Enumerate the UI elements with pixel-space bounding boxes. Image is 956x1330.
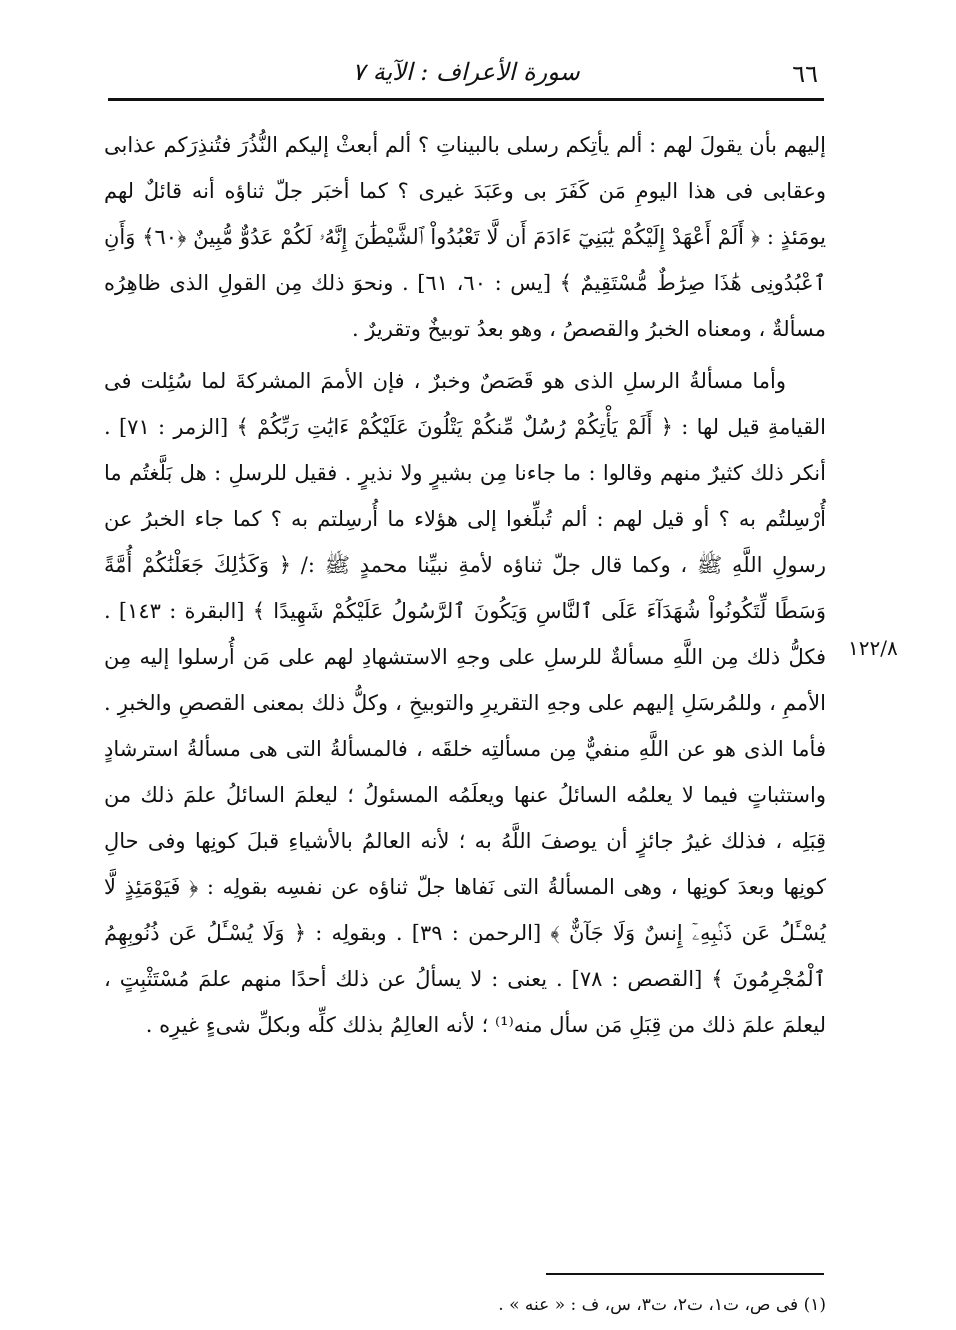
header-rule xyxy=(108,98,824,101)
running-title: سورة الأعراف : الآية ٧ xyxy=(352,58,580,86)
paragraph-1: إليهم بأن يقولَ لهم : ألم يأتِكم رسلى بالبيناتِ ؟ ألم أبعثْ إليكم النُّذُرَ فتُنذِرَكم عذابى وعقابى فى هذا اليومِ مَن كَفَرَ بى وعَبَدَ غيرى ؟ كما أخبَر جلّ ثناؤه أنه قائلٌ لهم يومَئذٍ : ﴿ أَلَمْ أَعْهَدْ إِلَيْكُمْ يَٰبَنِيٓ ءَادَمَ أَن لَّا تَعْبُدُواْ ٱلشَّيْطَٰنَ إِنَّهُۥ لَكُمْ عَدُوٌّ مُّبِينٌ ﴿٦٠﴾ وَأَنِ ٱعْبُدُونِى هَٰذَا صِرَٰطٌ مُّسْتَقِيمٌ ﴾ [يس : ٦٠، ٦١] . ونحوَ ذلك مِن القولِ الذى ظاهِرُه مسألةٌ ، ومعناه الخبرُ والقصصُ ، وهو بعدُ توبيخٌ وتقريرٌ . xyxy=(104,133,826,341)
footnote-rule xyxy=(546,1273,824,1275)
main-text xyxy=(104,122,826,1048)
paragraph-2: وأما مسألةُ الرسلِ الذى هو قَصَصٌ وخبرٌ ، فإن الأممَ المشركةَ لما سُئِلت فى القيامةِ قيل لها : ﴿ أَلَمْ يَأْتِكُمْ رُسُلٌ مِّنكُمْ يَتْلُونَ عَلَيْكُمْ ءَايَٰتِ رَبِّكُمْ ﴾ [الزمر : ٧١] . أنكر ذلك كثيرٌ منهم وقالوا : ما جاءنا مِن بشيرٍ ولا نذيرٍ . فقيل للرسلِ : هل بَلَّغتُم ما أُرْسِلتُم به ؟ أو قيل لهم : ألم تُبلِّغوا إلى هؤلاء ما أُرسِلتم به ؟ كما جاء الخبرُ عن رسولِ اللَّهِ ﷺ ، وكما قال جلّ ثناؤه لأمةِ نبيِّنا محمدٍ ﷺ :/ ﴿ وَكَذَٰلِكَ جَعَلْنَٰكُمْ أُمَّةً وَسَطًا لِّتَكُونُواْ شُهَدَآءَ عَلَى ٱلنَّاسِ وَيَكُونَ ٱلرَّسُولُ عَلَيْكُمْ شَهِيدًا ﴾ [البقرة : ١٤٣] . فكلُّ ذلك مِن اللَّهِ مسألةٌ للرسلِ على وجهِ الاستشهادِ لهم على مَن أُرسلوا إليه مِن الأممِ ، وللمُرسَلِ إليهم على وجهِ التقريرِ والتوبيخِ ، وكلُّ ذلك بمعنى القصصِ والخبرِ . فأما الذى هو عن اللَّهِ منفيٌّ مِن مسألتِه خلقَه ، فالمسألةُ التى هى مسألةُ استرشادٍ واستثباتٍ فيما لا يعلمُه السائلُ عنها ويعلَمُه المسئولُ ؛ ليعلمَ السائلُ علمَ ذلك من قِبَلِه ، فذلك غيرُ جائزٍ أن يوصفَ اللَّهُ به ؛ لأنه العالمُ بالأشياءِ قبلَ كونِها وفى حالِ كونِها وبعدَ كونِها ، وهى المسألةُ التى نَفاها جلّ ثناؤه عن نفسِه بقولِه : ﴿ فَيَوْمَئِذٍ لَّا يُسْـَٔلُ عَن ذَنۢبِهِۦٓ إِنسٌ وَلَا جَآنٌّ ﴾ [الرحمن : ٣٩] . وبقولِه : ﴿ وَلَا يُسْـَٔلُ عَن ذُنُوبِهِمُ ٱلْمُجْرِمُونَ ﴾ [القصص : ٧٨] . يعنى : لا يسألُ عن ذلك أحدًا منهم علمَ مُسْتَثْبِتٍ ، ليعلمَ علمَ ذلك من قِبَلِ مَن سأل منه⁽¹⁾ ؛ لأنه العالِمُ بذلك كلِّه وبكلِّ شىءٍ غيرِه . xyxy=(104,369,827,1037)
page-number: ٦٦ xyxy=(792,60,818,88)
footnote: (١) فى ص، ت١، ت٢، ت٣، س، ف : « عنه » . xyxy=(498,1295,826,1315)
page-header xyxy=(108,52,824,92)
margin-volume-page-reference: ١٢٢/٨ xyxy=(848,636,898,660)
